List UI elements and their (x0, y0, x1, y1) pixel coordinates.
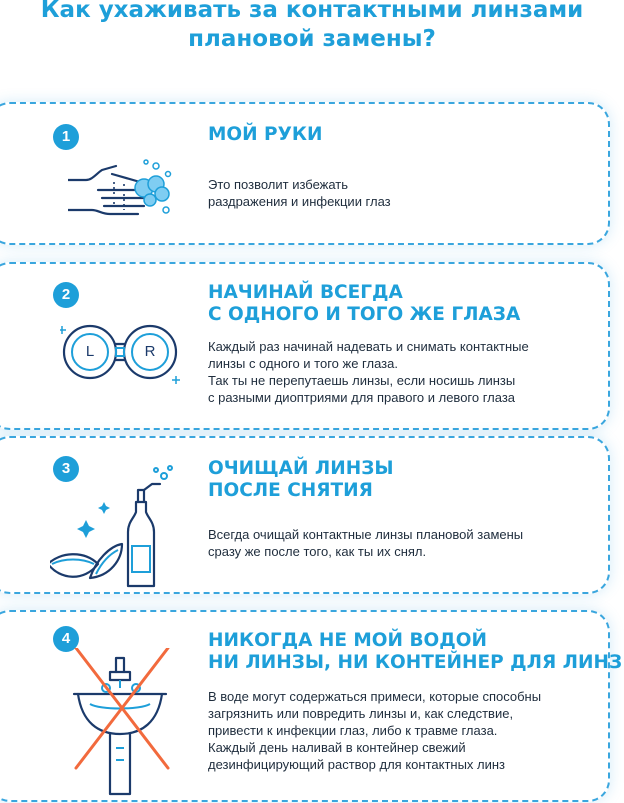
step-text-line: привести к инфекции глаз, либо к травме глаза. (208, 723, 498, 738)
step-description (208, 176, 391, 210)
step-text-line: раздражения и инфекции глаз (208, 194, 391, 209)
step-number-badge: 4 (53, 626, 79, 652)
step-card-3 (0, 436, 610, 594)
step-title-line: ПОСЛЕ СНЯТИЯ (208, 480, 373, 501)
step-number-badge: 1 (53, 124, 79, 150)
step-title (208, 124, 323, 146)
step-text-line: сразу же после того, как ты их снял. (208, 544, 427, 559)
crossed-sink-icon (70, 648, 180, 803)
step-title (208, 282, 520, 326)
step-text-line: Каждый день наливай в контейнер свежий (208, 740, 466, 755)
step-title-line: НИКОГДА НЕ МОЙ ВОДОЙ (208, 630, 487, 651)
step-text-line: Каждый раз начинай надевать и снимать контактные (208, 339, 529, 354)
step-title-line: НИ ЛИНЗЫ, НИ КОНТЕЙНЕР ДЛЯ ЛИНЗ (208, 652, 623, 673)
step-text-line: с разными диоптриями для правого и левого глаза (208, 390, 516, 405)
page-title (0, 0, 624, 54)
step-card-1 (0, 102, 610, 245)
step-text-line: Это позволит избежать (208, 177, 349, 192)
step-title-line: НАЧИНАЙ ВСЕГДА (208, 282, 403, 303)
step-number-badge: 2 (53, 282, 79, 308)
lens-case-right-label: R (144, 343, 156, 360)
step-description (208, 688, 541, 773)
step-text-line: дезинфицирующий раствор для контактных линз (208, 757, 506, 772)
step-text-line: Всегда очищай контактные линзы плановой замены (208, 527, 524, 542)
step-title-line: С ОДНОГО И ТОГО ЖЕ ГЛАЗА (208, 304, 521, 325)
step-title-line: МОЙ РУКИ (208, 124, 323, 145)
step-title (208, 458, 394, 502)
step-title (208, 630, 622, 674)
step-card-2 (0, 262, 610, 430)
step-text-line: В воде могут содержаться примеси, которые способны (208, 689, 542, 704)
page-title-line-2: плановой замены? (188, 26, 436, 52)
step-title-line: ОЧИЩАЙ ЛИНЗЫ (208, 458, 394, 479)
cleaning-solution-icon (50, 460, 190, 595)
step-description (208, 338, 529, 406)
step-number-badge: 3 (53, 456, 79, 482)
step-card-4 (0, 610, 623, 802)
step-description (208, 526, 523, 560)
hand-washing-icon (68, 144, 178, 239)
step-text-line: Так ты не перепутаешь линзы, если носишь линзы (208, 373, 516, 388)
step-text-line: загрязнить или повредить линзы и, как следствие, (208, 706, 514, 721)
step-text-line: линзы с одного и того же глаза. (208, 356, 398, 371)
lens-case-icon (60, 316, 180, 393)
page-title-line-1: Как ухаживать за контактными линзами (40, 0, 584, 23)
lens-case-left-label: L (85, 343, 95, 360)
